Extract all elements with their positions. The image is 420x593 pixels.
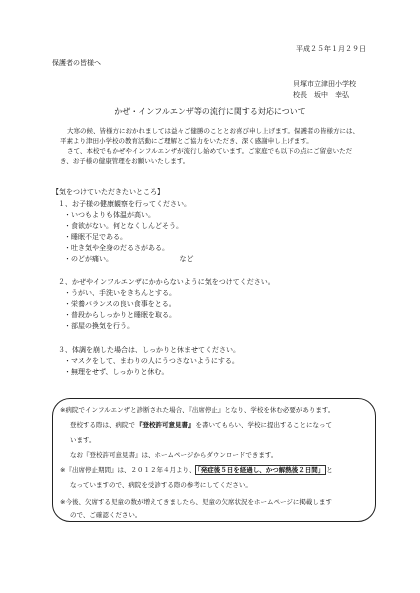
list-item: ・睡眠不足である。	[64, 233, 127, 241]
checklist-group-prevention	[58, 277, 378, 332]
notice-line: ※今後、欠席する児童の数が増えてきましたら、児童の欠席状況をホームページに掲載します	[60, 498, 332, 506]
list-item: ・うがい、手洗いをきちんとする。	[64, 289, 176, 297]
list-item: ・部屋の換気を行う。	[64, 322, 134, 330]
intro-line: さて、本校でもかぜやインフルエンザが流行し始めています。ご家庭でも以下の点にご留意いただ	[67, 147, 353, 155]
notice-text: と	[326, 466, 333, 474]
intro-paragraph	[60, 126, 382, 166]
list-item: ・いつもよりも体温が高い。	[64, 211, 155, 219]
list-item: ・普段からしっかりと睡眠を取る。	[64, 311, 176, 319]
suspension-period-highlight: 「発症後５日を経過し、かつ解熱後２日間」	[197, 466, 325, 474]
notice-line: なっていますので、病院を受診する際の参考にしてください。	[70, 481, 252, 489]
group-heading: １、お子様の健康観察を行ってください。	[58, 200, 191, 208]
principal-name: 校長 坂中 幸弘	[293, 91, 349, 99]
section-heading: 【気をつけていただきたいところ】	[52, 188, 164, 196]
group-heading: ３、体調を崩した場合は、しっかりと休ませてください。	[58, 346, 240, 354]
list-item: ・栄養バランスの良い食事をとる。	[64, 300, 176, 308]
list-item: ・吐き気や全身のだるさがある。	[64, 244, 169, 252]
notice-text: ※『出席停止期間』は、２０１２年４月より、	[60, 466, 196, 474]
list-item: ・マスクをして、まわりの人にうつさないようにする。	[64, 357, 239, 365]
notice-line	[60, 465, 333, 475]
checklist-group-health	[58, 199, 378, 265]
notice-line: ※病院でインフルエンザと診断された場合、『出席停止』となり、学校を休む必要があります。	[60, 406, 335, 414]
list-item: ・のどが痛い。 など	[64, 255, 194, 263]
list-item: ・無理をせず、しっかりと休む。	[64, 368, 169, 376]
intro-line: 大寒の候、皆様方におかれましては益々ご健勝のこととお喜び申し上げます。保護者の皆様方には、	[67, 127, 359, 135]
letter-date: 平成２５年１月２９日	[296, 45, 366, 53]
checklist-group-rest	[58, 345, 378, 378]
notice-line	[70, 420, 332, 430]
school-name: 貝塚市立津田小学校	[293, 80, 356, 88]
group-heading: ２、かぜやインフルエンザにかからないように気をつけてください。	[58, 278, 275, 286]
notice-text: を書いてもらい、学校に提出することになって	[195, 421, 332, 429]
letter-title: かぜ・インフルエンザ等の流行に関する対応について	[114, 107, 306, 116]
notice-line: います。	[70, 436, 96, 444]
intro-line: き、お子様の健康管理をお願いいたします。	[60, 157, 190, 165]
addressee: 保護者の皆様へ	[52, 59, 101, 67]
notice-line: ので、ご確認ください。	[70, 511, 142, 519]
form-name-highlight: 『登校許可意見書』	[136, 421, 195, 429]
list-item: ・食欲がない。何となくしんどそう。	[64, 222, 183, 230]
intro-line: 平素より津田小学校の教育活動にご理解とご協力をいただき、深く感謝申し上げます。	[60, 137, 313, 145]
notice-line: なお『登校許可意見書』は、ホームページからダウンロードできます。	[70, 451, 278, 459]
notice-text: 登校する際は、病院で	[70, 421, 135, 429]
